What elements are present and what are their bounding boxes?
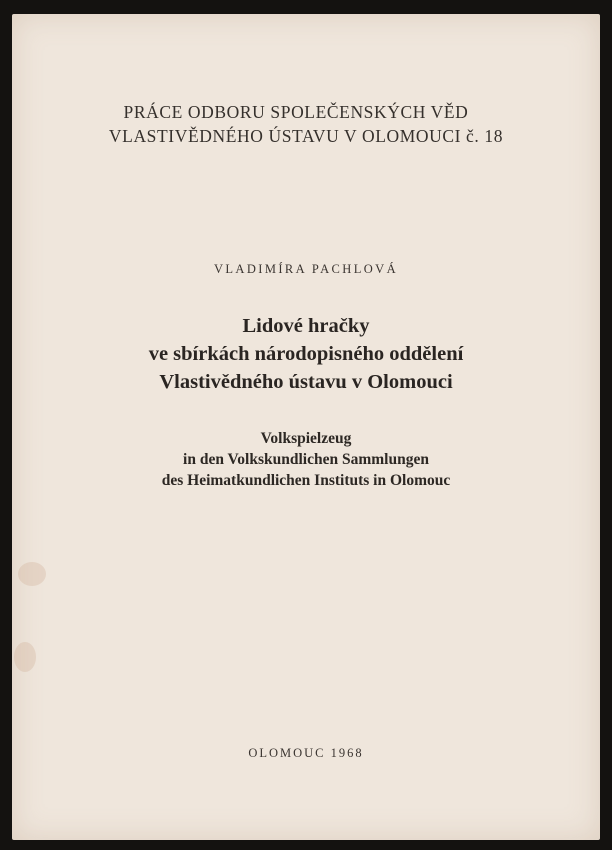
title-line-3: Vlastivědného ústavu v Olomouci bbox=[159, 371, 453, 393]
series-heading bbox=[12, 100, 600, 148]
series-line-2: VLASTIVĚDNÉHO ÚSTAVU V OLOMOUCI č. 18 bbox=[108, 126, 504, 146]
cover-page bbox=[12, 14, 600, 840]
subtitle-line-1: Volkspielzeug bbox=[260, 430, 352, 447]
paper-stain bbox=[14, 642, 36, 672]
book-title bbox=[12, 312, 600, 396]
german-subtitle bbox=[12, 428, 600, 491]
place-and-year: OLOMOUC 1968 bbox=[248, 746, 364, 760]
title-line-1: Lidové hračky bbox=[242, 315, 370, 337]
series-line-1: PRÁCE ODBORU SPOLEČENSKÝCH VĚD bbox=[123, 102, 469, 122]
subtitle-line-3: des Heimatkundlichen Instituts in Olomouc bbox=[161, 472, 451, 489]
subtitle-line-2: in den Volkskundlichen Sammlungen bbox=[183, 451, 429, 468]
title-line-2: ve sbírkách národopisného oddělení bbox=[148, 343, 464, 365]
author-name: VLADIMÍRA PACHLOVÁ bbox=[213, 262, 399, 276]
paper-stain bbox=[18, 562, 46, 586]
